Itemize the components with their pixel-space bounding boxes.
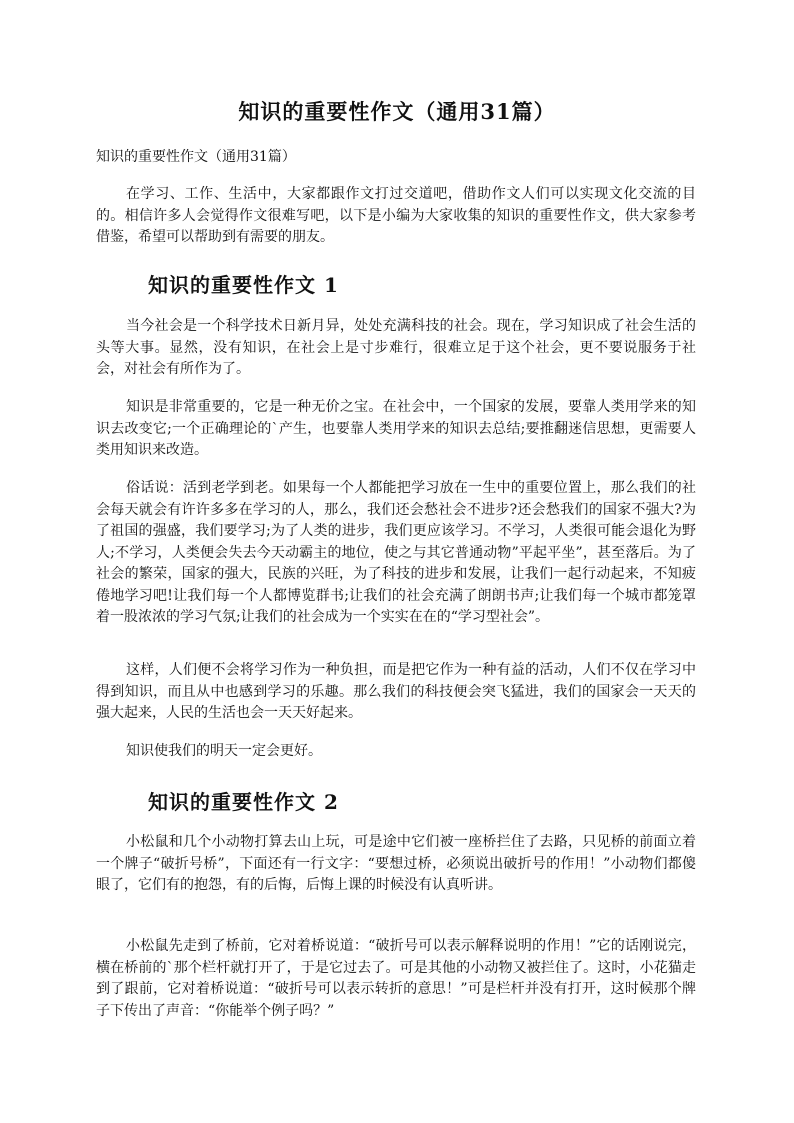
section-1-paragraph-4: 这样，人们便不会将学习作为一种负担，而是把它作为一种有益的活动，人们不仅在学习中得到知识，而且从中也感到学习的乐趣。那么我们的科技便会突飞猛进，我们的国家会一天天的强大起来，人民的生活也会一天天好起来。 — [96, 662, 696, 721]
intro-paragraph: 在学习、工作、生活中，大家都跟作文打过交道吧，借助作文人们可以实现文化交流的目的。相信许多人会觉得作文很难写吧，以下是小编为大家收集的知识的重要性作文，供大家参考借鉴，希望可以帮助到有需要的朋友。 — [96, 186, 696, 245]
section-2-paragraph-1: 小松鼠和几个小动物打算去山上玩，可是途中它们被一座桥拦住了去路，只见桥的前面立着一个牌子“破折号桥”，下面还有一行文字：“要想过桥，必须说出破折号的作用！”小动物们都傻眼了，它们有的抱怨，有的后悔，后悔上课的时候没有认真听讲。 — [96, 834, 696, 893]
section-1-paragraph-2: 知识是非常重要的，它是一种无价之宝。在社会中，一个国家的发展，要靠人类用学来的知识去改变它;一个正确理论的`产生，也要靠人类用学来的知识去总结;要推翻迷信思想，更需要人类用知识来改造。 — [96, 399, 696, 458]
document-title: 知识的重要性作文（通用31篇） — [238, 99, 556, 124]
section-2-paragraph-2: 小松鼠先走到了桥前，它对着桥说道：“破折号可以表示解释说明的作用！”它的话刚说完，横在桥前的`那个栏杆就打开了，于是它过去了。可是其他的小动物又被拦住了。这时，小花猫走到了跟前，它对着桥说道：“破折号可以表示转折的意思！”可是栏杆并没有打开，这时候那个牌子下传出了声音：“你能举个例子吗？” — [96, 938, 696, 1019]
section-1-paragraph-5: 知识使我们的明天一定会更好。 — [126, 743, 322, 759]
section-1-paragraph-1: 当今社会是一个科学技术日新月异，处处充满科技的社会。现在，学习知识成了社会生活的头等大事。显然，没有知识，在社会上是寸步难行，很难立足于这个社会，更不要说服务于社会，对社会有所作为了。 — [96, 318, 696, 377]
section-1-heading: 知识的重要性作文 1 — [148, 273, 339, 297]
document-subtitle: 知识的重要性作文（通用31篇） — [96, 149, 296, 165]
section-2-heading: 知识的重要性作文 2 — [148, 790, 339, 814]
section-1-paragraph-3: 俗话说：活到老学到老。如果每一个人都能把学习放在一生中的重要位置上，那么我们的社会每天就会有许许多多在学习的人，那么，我们还会愁社会不进步?还会愁我们的国家不强大?为了祖国的强盛，我们要学习;为了人类的进步，我们更应该学习。不学习，人类很可能会退化为野人;不学习，人类便会失去今天动霸主的地位，使之与其它普通动物”平起平坐”，甚至落后。为了社会的繁荣，国家的强大，民族的兴旺，为了科技的进步和发展，让我们一起行动起来，不知疲倦地学习吧!让我们每一个人都博览群书;让我们的社会充满了朗朗书声;让我们每一个城市都笼罩着一股浓浓的学习气氛;让我们的社会成为一个实实在在的“学习型社会”。 — [96, 480, 696, 625]
